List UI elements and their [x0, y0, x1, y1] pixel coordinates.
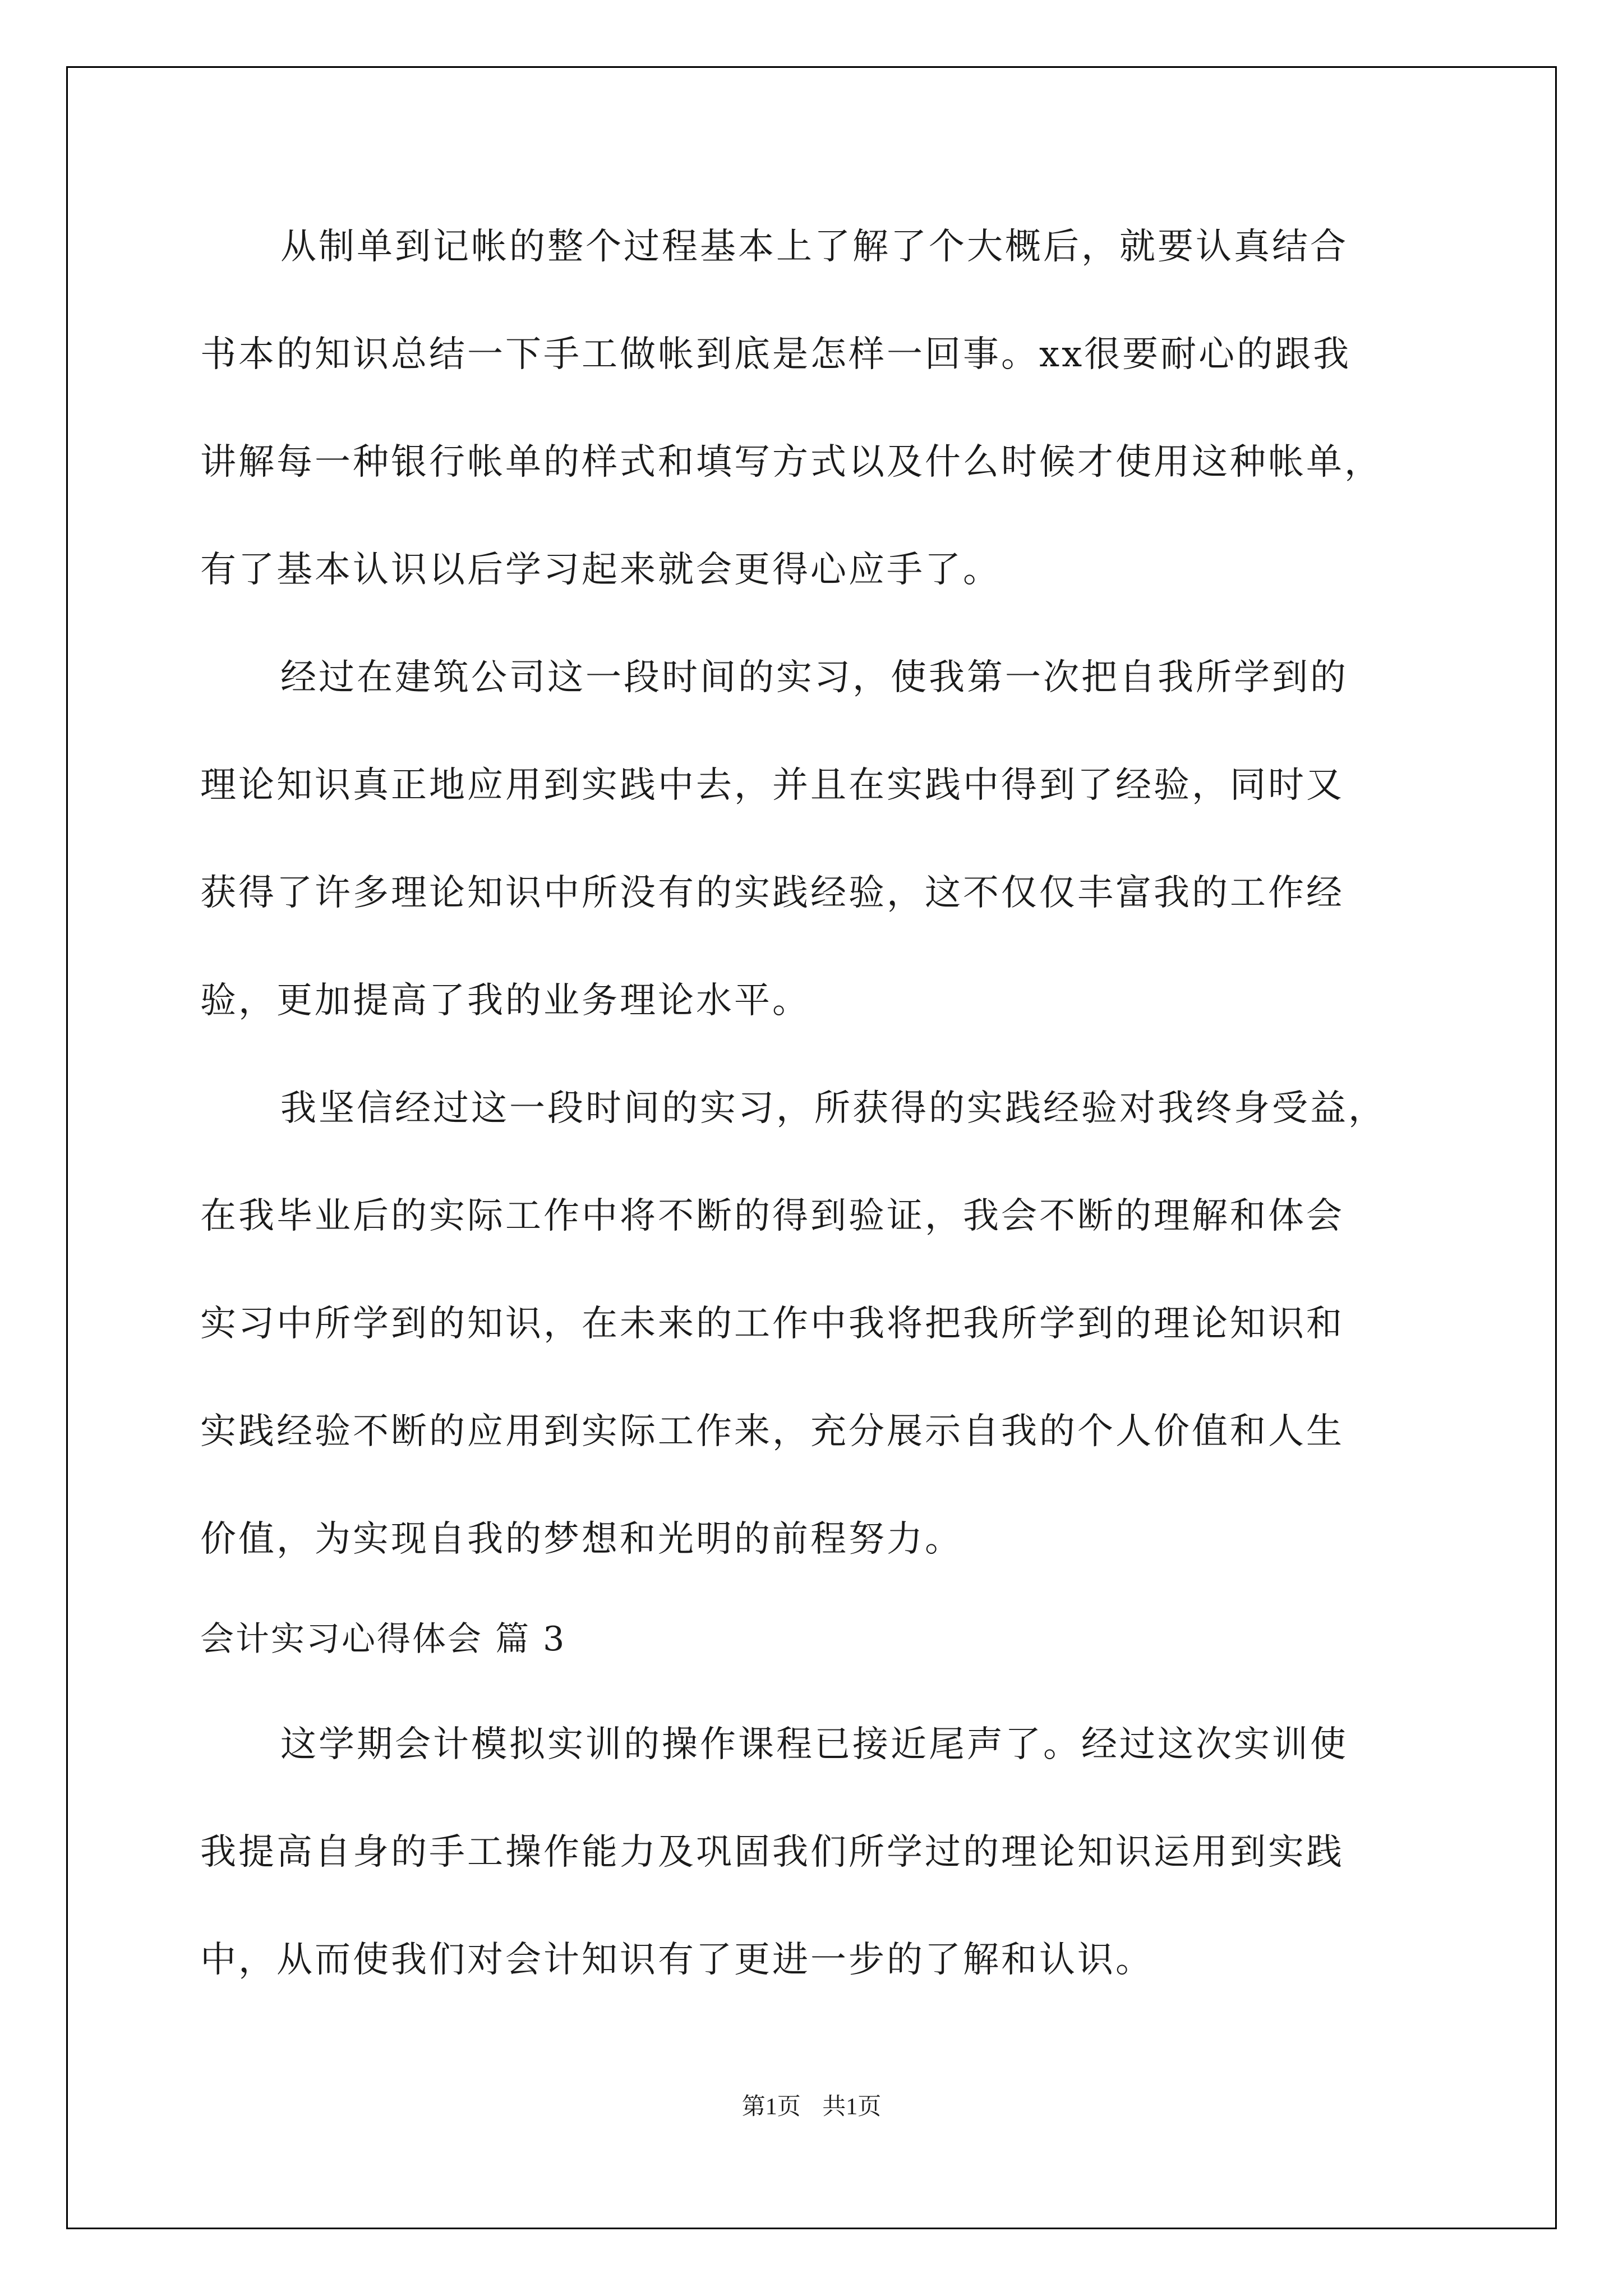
paragraph-line: 理论知识真正地应用到实践中去，并且在实践中得到了经验，同时又	[200, 765, 1344, 806]
paragraph-line: 中，从而使我们对会计知识有了更进一步的了解和认识。	[200, 1939, 1154, 1981]
page-total: 共1页	[822, 2094, 882, 2120]
paragraph-line: 实习中所学到的知识，在未来的工作中我将把我所学到的理论知识和	[200, 1303, 1344, 1345]
paragraph-line: 实践经验不断的应用到实际工作来，充分展示自我的个人价值和人生	[200, 1411, 1344, 1452]
paragraph-line: 这学期会计模拟实训的操作课程已接近尾声了。经过这次实训使	[280, 1724, 1348, 1765]
paragraph-line: 讲解每一种银行帐单的样式和填写方式以及什么时候才使用这种帐单，	[200, 441, 1382, 483]
section-heading: 会计实习心得体会 篇 3	[200, 1619, 566, 1659]
paragraph-line: 从制单到记帐的整个过程基本上了解了个大概后，就要认真结合	[280, 226, 1348, 268]
page-footer	[0, 2091, 1623, 2123]
paragraph-line: 价值，为实现自我的梦想和光明的前程努力。	[200, 1519, 963, 1560]
paragraph-line: 验，更加提高了我的业务理论水平。	[200, 980, 810, 1022]
page-number: 第1页	[741, 2094, 801, 2120]
paragraph-line: 我坚信经过这一段时间的实习，所获得的实践经验对我终身受益，	[280, 1088, 1386, 1129]
paragraph-line: 有了基本认识以后学习起来就会更得心应手了。	[200, 549, 1001, 591]
paragraph-line: 经过在建筑公司这一段时间的实习，使我第一次把自我所学到的	[280, 657, 1348, 698]
paragraph-line: 获得了许多理论知识中所没有的实践经验，这不仅仅丰富我的工作经	[200, 872, 1344, 914]
paragraph-line: 书本的知识总结一下手工做帐到底是怎样一回事。xx很要耐心的跟我	[200, 334, 1352, 375]
page-border	[66, 66, 1557, 2229]
paragraph-line: 我提高自身的手工操作能力及巩固我们所学过的理论知识运用到实践	[200, 1832, 1344, 1873]
paragraph-line: 在我毕业后的实际工作中将不断的得到验证，我会不断的理解和体会	[200, 1195, 1344, 1237]
